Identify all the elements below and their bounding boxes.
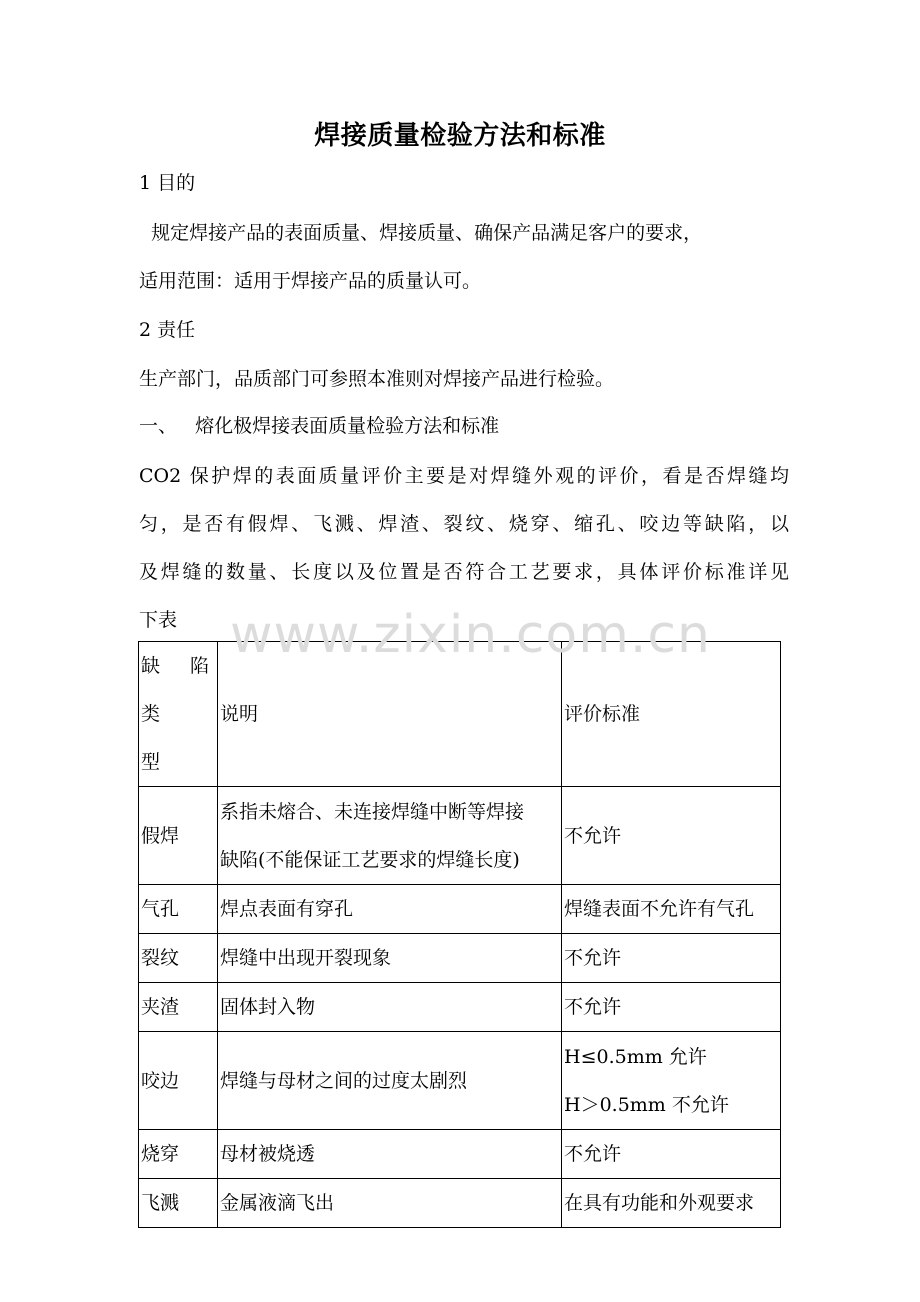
cell-defect-type: 假焊 — [139, 787, 218, 885]
defect-criteria-table — [138, 641, 781, 1228]
cell-criteria: 不允许 — [562, 983, 781, 1032]
cell-criteria: 在具有功能和外观要求 — [562, 1179, 781, 1228]
cell-description-line2: 缺陷(不能保证工艺要求的焊缝长度) — [220, 848, 520, 871]
table-row — [139, 934, 781, 983]
table-row — [139, 983, 781, 1032]
cell-description: 焊缝中出现开裂现象 — [218, 934, 562, 983]
purpose-text-line1: 规定焊接产品的表面质量、焊接质量、确保产品满足客户的要求， — [139, 222, 703, 244]
responsibility-text: 生产部门，品质部门可参照本准则对焊接产品进行检验。 — [139, 368, 615, 390]
table-row — [139, 1179, 781, 1228]
cell-defect-type: 夹渣 — [139, 983, 218, 1032]
document-title: 焊接质量检验方法和标准 — [314, 121, 606, 151]
cell-defect-type: 飞溅 — [139, 1179, 218, 1228]
table-header-row — [139, 642, 781, 787]
table-row — [139, 1032, 781, 1130]
cell-description-line1: 系指未熔合、未连接焊缝中断等焊接 — [220, 800, 525, 823]
purpose-text-line2: 适用范围：适用于焊接产品的质量认可。 — [139, 270, 482, 292]
cell-description: 金属液滴飞出 — [218, 1179, 562, 1228]
table-row — [139, 1130, 781, 1179]
cell-criteria-line2: H＞0.5mm 不允许 — [564, 1093, 729, 1116]
header-description: 说明 — [218, 642, 562, 787]
cell-description: 母材被烧透 — [218, 1130, 562, 1179]
part-heading-surface-inspection: 一、 熔化极焊接表面质量检验方法和标准 — [139, 415, 500, 437]
cell-criteria-line1: H≤0.5mm 允许 — [564, 1045, 707, 1068]
header-defect-type — [139, 642, 218, 787]
paragraph-line1: CO2 保护焊的表面质量评价主要是对焊缝外观的评价，看是否焊缝均 — [139, 465, 789, 487]
cell-defect-type: 裂纹 — [139, 934, 218, 983]
cell-defect-type: 气孔 — [139, 885, 218, 934]
cell-description — [218, 787, 562, 885]
header-defect-type-line2: 型 — [141, 751, 161, 773]
cell-criteria: 不允许 — [562, 934, 781, 983]
section-heading-purpose: 1 目的 — [139, 172, 196, 194]
cell-defect-type: 咬边 — [139, 1032, 218, 1130]
cell-criteria: 焊缝表面不允许有气孔 — [562, 885, 781, 934]
paragraph-line3: 及焊缝的数量、长度以及位置是否符合工艺要求，具体评价标准详见 — [139, 561, 789, 583]
table-row — [139, 787, 781, 885]
cell-description: 焊点表面有穿孔 — [218, 885, 562, 934]
paragraph-line2: 匀，是否有假焊、飞溅、焊渣、裂纹、烧穿、缩孔、咬边等缺陷，以 — [139, 513, 789, 535]
header-criteria: 评价标准 — [562, 642, 781, 787]
table-row — [139, 885, 781, 934]
cell-criteria: 不允许 — [562, 1130, 781, 1179]
paragraph-line4: 下表 — [139, 609, 178, 631]
cell-description: 焊缝与母材之间的过度太剧烈 — [218, 1032, 562, 1130]
section-heading-responsibility: 2 责任 — [139, 319, 196, 341]
cell-defect-type: 烧穿 — [139, 1130, 218, 1179]
watermark: www.zixin.com.cn — [230, 605, 711, 665]
header-defect-type-line1: 缺 陷 类 — [141, 655, 215, 725]
cell-criteria — [562, 1032, 781, 1130]
cell-description: 固体封入物 — [218, 983, 562, 1032]
cell-criteria: 不允许 — [562, 787, 781, 885]
